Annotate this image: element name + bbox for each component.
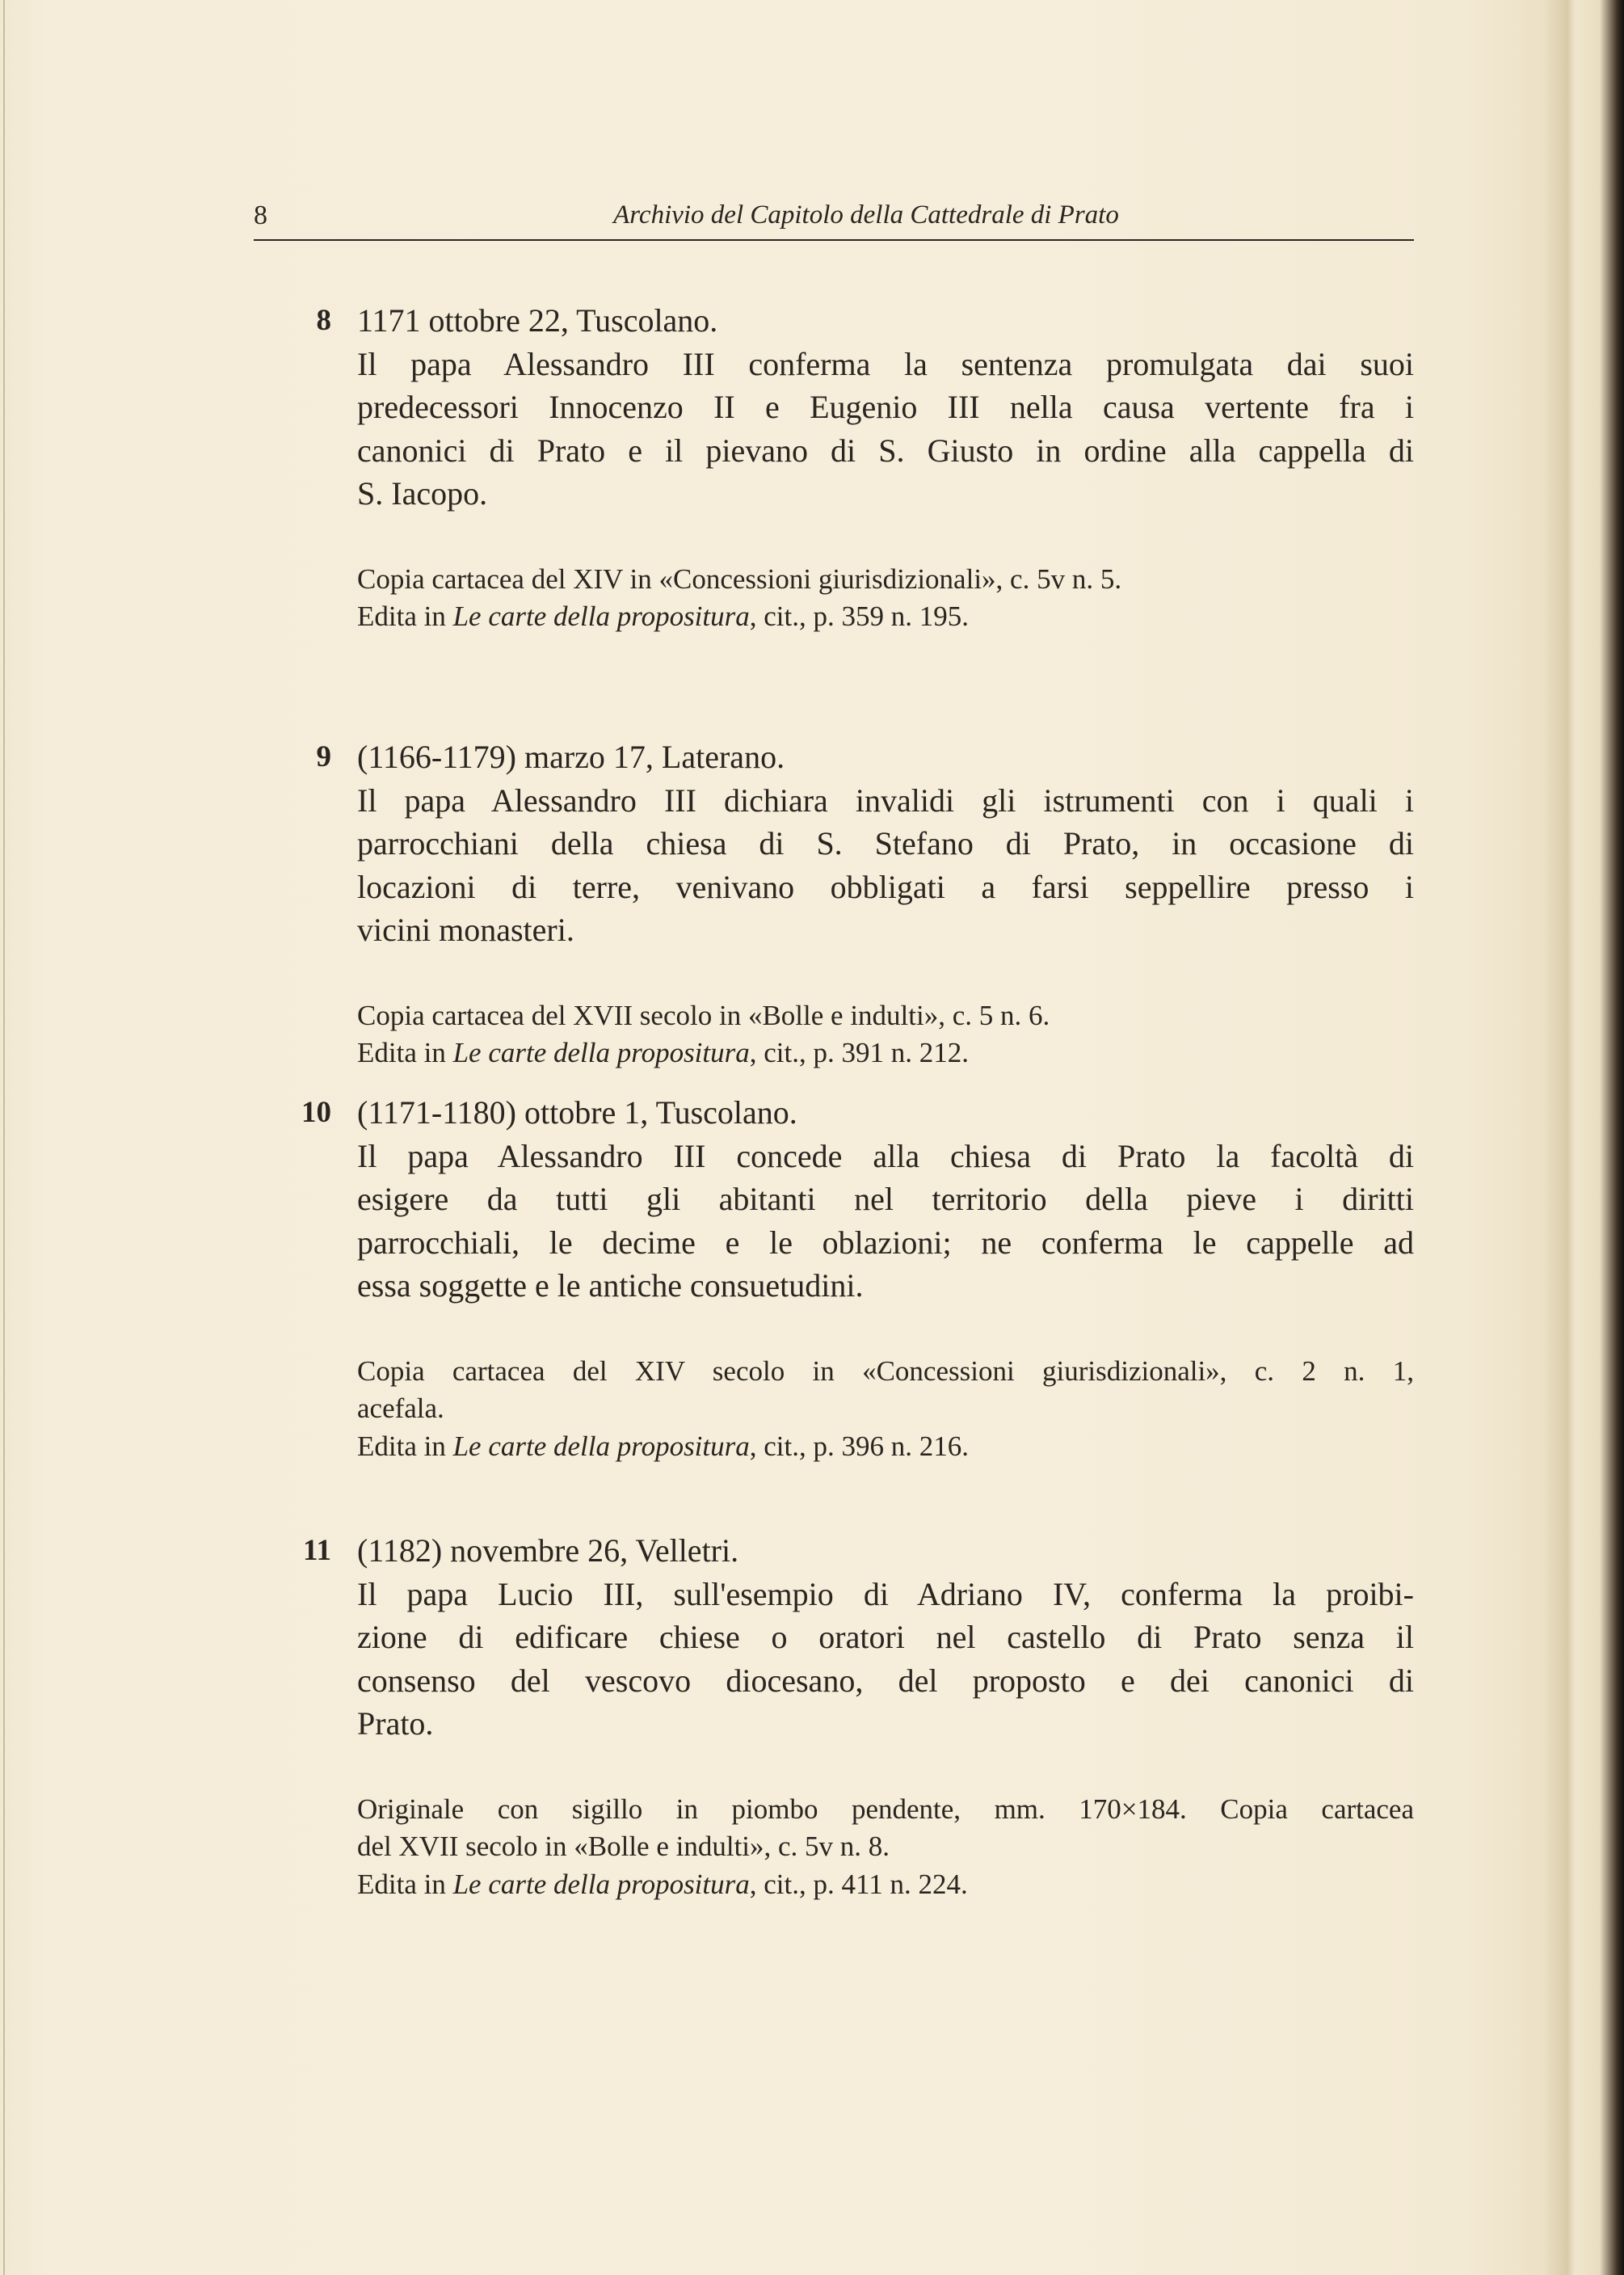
edition-suffix: , cit., p. 391 n. 212. [749,1037,969,1069]
note-line: del XVII secolo in «Bolle e indulti», c. 5v n. 8. [357,1831,890,1863]
regest-line: zione di edificare chiese o oratori nel castello di Prato senza il [357,1619,1414,1655]
edition-reference [357,1034,1414,1072]
regest-line: predecessori Innocenzo II e Eugenio III nella causa vertente fra i [357,389,1414,425]
running-header [254,200,1414,241]
entry-number: 11 [303,1534,331,1567]
document-entry [283,1091,1414,1466]
edition-prefix: Edita in [357,1430,453,1462]
regest-line: locazioni di terre, venivano obbligati a farsi seppellire presso i [357,868,1414,905]
edition-title: Le carte della propositura [452,600,750,633]
edition-reference [357,1866,1414,1904]
entry-number: 9 [316,740,331,773]
entry-title: 1171 ottobre 22, Tuscolano. [357,302,718,339]
entry-number: 10 [301,1096,331,1129]
document-entry [283,735,1414,1072]
document-entry [283,299,1414,636]
edition-prefix: Edita in [357,600,453,633]
edition-title: Le carte della propositura [452,1430,750,1462]
regest-line: essa soggette e le antiche consuetudini. [357,1267,864,1304]
entry-number: 8 [316,304,331,337]
regest-line: consenso del vescovo diocesano, del proposto e dei canonici di [357,1662,1414,1699]
edition-reference [357,1428,1414,1466]
entry-notes [357,1791,1414,1904]
note-line: Originale con sigillo in piombo pendente, mm. 170×184. Copia cartacea [357,1793,1414,1825]
entry-body [357,299,1414,516]
regest-line: Il papa Alessandro III dichiara invalidi gli istrumenti con i quali i [357,782,1414,819]
entry-title: (1171-1180) ottobre 1, Tuscolano. [357,1094,797,1131]
document-entry [283,1529,1414,1904]
regest-line: Il papa Alessandro III concede alla chiesa di Prato la facoltà di [357,1137,1414,1174]
regest-line: Il papa Alessandro III conferma la sentenza promulgata dai suoi [357,345,1414,382]
edition-suffix: , cit., p. 396 n. 216. [749,1430,969,1462]
page-number: 8 [254,200,267,230]
regest-line: S. Iacopo. [357,475,488,512]
note-line: acefala. [357,1392,444,1425]
entry-title: (1182) novembre 26, Velletri. [357,1532,739,1569]
entry-body [357,1091,1414,1308]
regest-line: esigere da tutti gli abitanti nel territorio della pieve i diritti [357,1181,1414,1217]
running-title: Archivio del Capitolo della Cattedrale di Prato [613,200,1119,230]
regest-line: parrocchiali, le decime e le oblazioni; ne conferma le cappelle ad [357,1224,1414,1261]
edition-title: Le carte della propositura [452,1868,750,1900]
regest-line: parrocchiani della chiesa di S. Stefano di Prato, in occasione di [357,825,1414,862]
entry-notes [357,1353,1414,1466]
note-line: Copia cartacea del XVII secolo in «Bolle e indulti», c. 5 n. 6. [357,999,1050,1031]
note-line: Copia cartacea del XIV secolo in «Concessioni giurisdizionali», c. 2 n. 1, [357,1354,1414,1387]
page-edge [3,0,5,2275]
edition-prefix: Edita in [357,1868,453,1900]
edition-suffix: , cit., p. 359 n. 195. [749,600,969,633]
regest-line: vicini monasteri. [357,912,574,948]
entry-body [357,735,1414,952]
edition-suffix: , cit., p. 411 n. 224. [749,1868,968,1900]
regest-line: Prato. [357,1705,434,1742]
edition-title: Le carte della propositura [452,1037,750,1069]
entry-body [357,1529,1414,1746]
entry-notes [357,561,1414,636]
note-line: Copia cartacea del XIV in «Concessioni giurisdizionali», c. 5v n. 5. [357,562,1122,595]
regest-line: Il papa Lucio III, sull'esempio di Adriano IV, conferma la proibi- [357,1575,1414,1612]
entry-notes [357,997,1414,1072]
edition-prefix: Edita in [357,1037,453,1069]
edition-reference [357,598,1414,636]
entry-title: (1166-1179) marzo 17, Laterano. [357,739,785,775]
regest-line: canonici di Prato e il pievano di S. Giusto in ordine alla cappella di [357,432,1414,469]
